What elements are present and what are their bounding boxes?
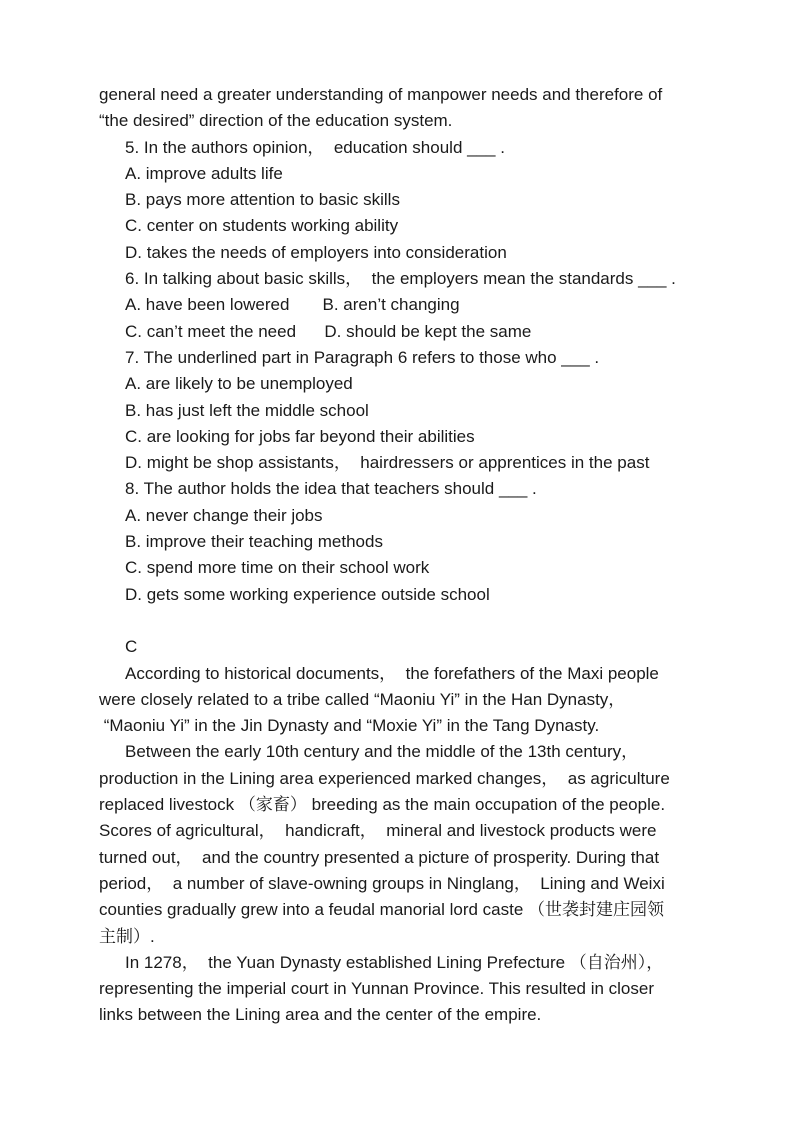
passage-line: According to historical documents， the forefathers of the Maxi people xyxy=(125,663,659,683)
passage-line: links between the Lining area and the center of the empire. xyxy=(99,1005,542,1025)
passage-line: period， a number of slave-owning groups in Ninglang， Lining and Weixi xyxy=(99,873,665,893)
text-line: 7. The underlined part in Paragraph 6 refers to those who ___ . xyxy=(125,347,600,367)
passage-block xyxy=(99,661,699,1029)
text-line: C. can’t meet the need D. should be kept the same xyxy=(125,321,532,341)
passage-line: production in the Lining area experienced marked changes， as agriculture xyxy=(99,768,670,788)
text-line: 6. In talking about basic skills， the employers mean the standards ___ . xyxy=(125,269,676,289)
section-label: C xyxy=(125,637,138,657)
text-line: D. gets some working experience outside school xyxy=(125,584,490,604)
passage-line: Between the early 10th century and the middle of the 13th century， xyxy=(125,742,639,762)
blank-line xyxy=(99,608,699,634)
text-line: C. spend more time on their school work xyxy=(125,558,430,578)
text-line: general need a greater understanding of manpower needs and therefore of xyxy=(99,85,663,104)
passage-line: 主制）. xyxy=(99,926,155,946)
passage-line: turned out， and the country presented a picture of prosperity. During that xyxy=(99,847,660,867)
text-line: “the desired” direction of the education system. xyxy=(99,111,453,131)
passage-line: representing the imperial court in Yunnan Province. This resulted in closer xyxy=(99,979,655,999)
text-line: C. center on students working ability xyxy=(125,216,399,236)
passage-line: Scores of agricultural， handicraft， mineral and livestock products were xyxy=(99,821,657,841)
text-line: 5. In the authors opinion， education should ___ . xyxy=(125,137,505,157)
text-line: D. takes the needs of employers into consideration xyxy=(125,242,507,262)
passage-line: counties gradually grew into a feudal manorial lord caste （世袭封建庄园领 xyxy=(99,900,665,920)
text-line: A. have been lowered B. aren’t changing xyxy=(125,295,460,315)
text-line: A. never change their jobs xyxy=(125,505,323,525)
text-line: D. might be shop assistants， hairdressers or apprentices in the past xyxy=(125,453,650,473)
text-line: A. are likely to be unemployed xyxy=(125,374,353,394)
document-page xyxy=(99,82,699,1029)
text-line: 8. The author holds the idea that teachers should ___ . xyxy=(125,479,537,499)
passage-line: were closely related to a tribe called “Maoniu Yi” in the Han Dynasty， xyxy=(99,689,626,709)
text-line: B. has just left the middle school xyxy=(125,400,369,420)
questions-block xyxy=(99,82,699,608)
text-line: B. pays more attention to basic skills xyxy=(125,190,400,210)
passage-line: “Maoniu Yi” in the Jin Dynasty and “Moxie Yi” in the Tang Dynasty. xyxy=(99,716,600,736)
text-line: C. are looking for jobs far beyond their abilities xyxy=(125,426,475,446)
passage-line: replaced livestock （家畜） breeding as the main occupation of the people. xyxy=(99,795,666,815)
text-line: A. improve adults life xyxy=(125,163,283,183)
text-line: B. improve their teaching methods xyxy=(125,532,383,552)
passage-line: In 1278， the Yuan Dynasty established Lining Prefecture （自治州）， xyxy=(125,952,664,972)
